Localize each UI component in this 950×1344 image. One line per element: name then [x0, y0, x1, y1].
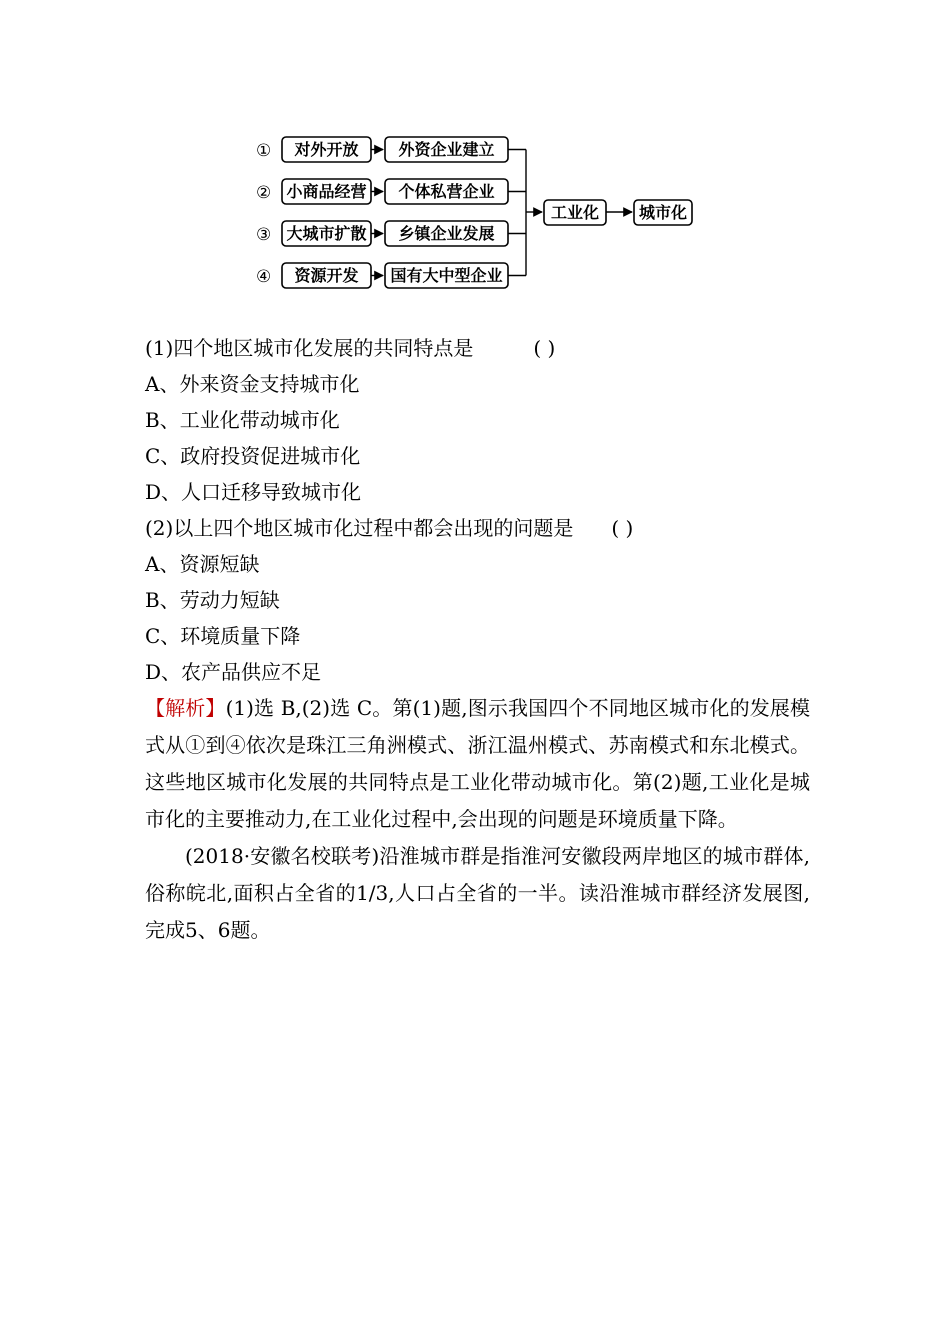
- analysis-paragraph: [145, 690, 810, 838]
- flow-box-enterprise: [385, 137, 508, 162]
- option: C、环境质量下降: [145, 624, 301, 648]
- row-number: ①: [256, 141, 272, 161]
- svg-text:工业化: 工业化: [550, 203, 600, 222]
- flow-box-source: [282, 263, 371, 288]
- analysis-label: 【解析】: [145, 696, 226, 720]
- flow-box-enterprise: [385, 221, 508, 246]
- option: D、人口迁移导致城市化: [145, 480, 362, 504]
- question-2-stem: (2)以上四个地区城市化过程中都会出现的问题是 ( ): [145, 516, 634, 540]
- row-number: ③: [256, 225, 272, 245]
- flow-box-enterprise: [385, 263, 508, 288]
- option: D、农产品供应不足: [145, 660, 322, 684]
- row-number: ②: [256, 183, 272, 203]
- svg-text:小商品经营: 小商品经营: [286, 182, 367, 201]
- answer-paren: ( ): [533, 336, 556, 360]
- next-question-intro: (2018·安徽名校联考)沿淮城市群是指淮河安徽段两岸地区的城市群体,俗称皖北,面积占全省的1/3,人口占全省的一半。读沿淮城市群经济发展图,完成5、6题。: [145, 844, 810, 942]
- svg-text:对外开放: 对外开放: [294, 140, 359, 159]
- option: A、资源短缺: [145, 552, 260, 576]
- flow-box-industrialization: [544, 200, 606, 225]
- flow-diagram: [0, 0, 950, 300]
- svg-text:城市化: 城市化: [638, 203, 688, 222]
- svg-text:个体私营企业: 个体私营企业: [398, 182, 495, 201]
- svg-text:国有大中型企业: 国有大中型企业: [390, 266, 503, 285]
- option: B、劳动力短缺: [145, 588, 280, 612]
- flow-box-source: [282, 179, 371, 204]
- question-block: [145, 330, 810, 949]
- svg-text:大城市扩散: 大城市扩散: [286, 224, 367, 243]
- flow-box-enterprise: [385, 179, 508, 204]
- flow-box-source: [282, 137, 371, 162]
- option: A、外来资金支持城市化: [145, 372, 360, 396]
- flow-box-urbanization: [634, 200, 692, 225]
- svg-text:乡镇企业发展: 乡镇企业发展: [398, 224, 495, 243]
- svg-text:资源开发: 资源开发: [294, 266, 359, 285]
- svg-text:外资企业建立: 外资企业建立: [398, 140, 495, 159]
- row-number: ④: [256, 267, 272, 287]
- analysis-text: (1)选 B,(2)选 C。第(1)题,图示我国四个不同地区城市化的发展模式从①到④依次是珠江三角洲模式、浙江温州模式、苏南模式和东北模式。这些地区城市化发展的共同特点是工业化带动城市化。第(2)题,工业化是城市化的主要推动力,在工业化过程中,会出现的问题是环境质量下降。: [145, 696, 811, 831]
- flow-box-source: [282, 221, 371, 246]
- option: C、政府投资促进城市化: [145, 444, 361, 468]
- answer-paren: ( ): [611, 516, 634, 540]
- option: B、工业化带动城市化: [145, 408, 340, 432]
- question-1-stem: (1)四个地区城市化发展的共同特点是 ( ): [145, 336, 556, 360]
